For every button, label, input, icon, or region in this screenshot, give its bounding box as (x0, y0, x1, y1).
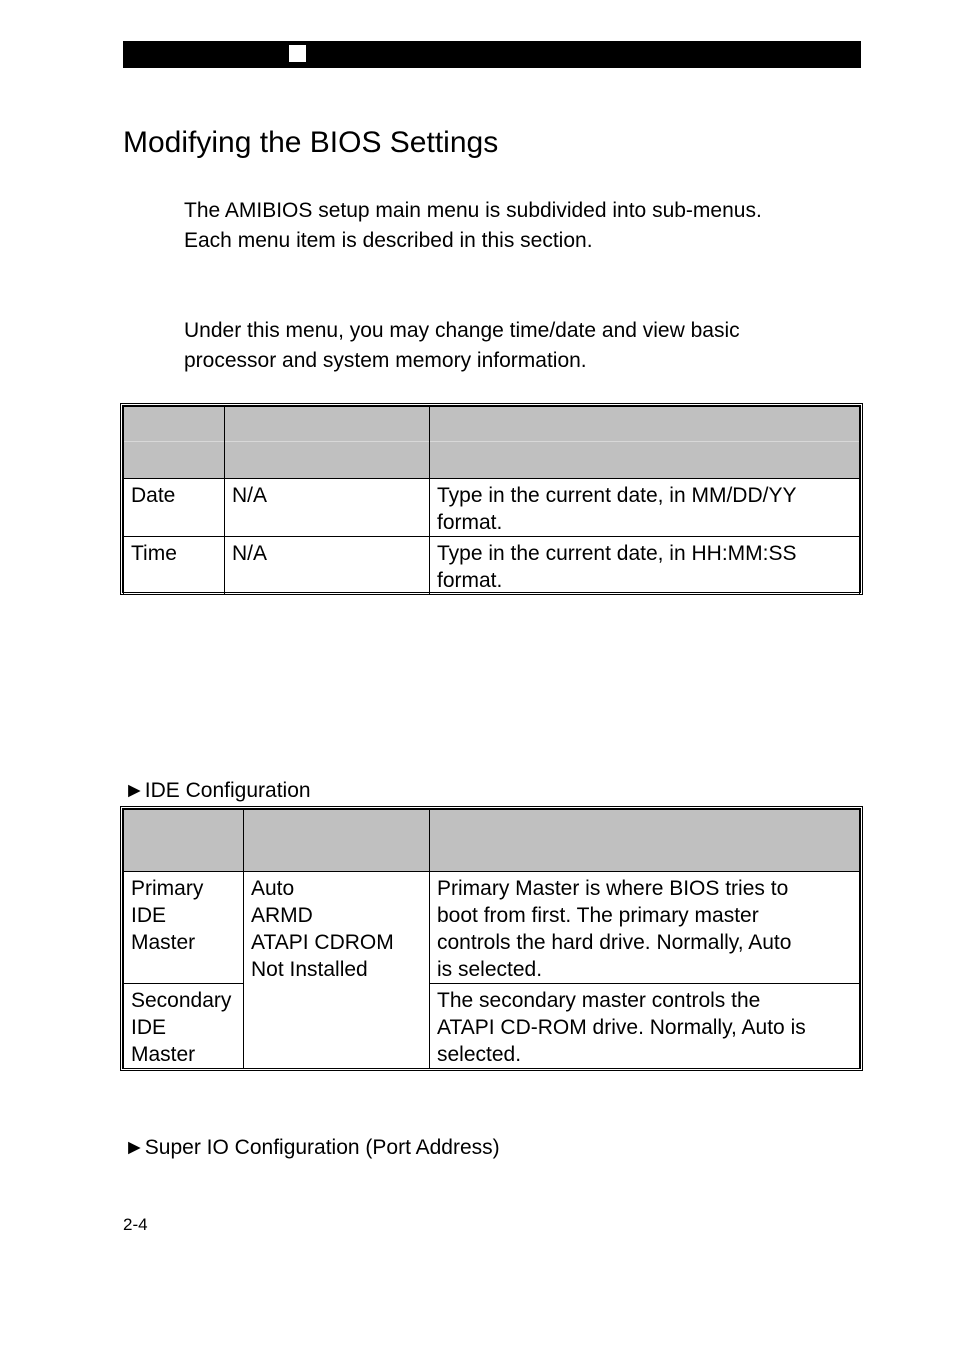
section-title: IDE Configuration (144, 779, 311, 802)
section-title: Super IO Configuration (Port Address) (144, 1136, 500, 1159)
page-number: 2-4 (123, 1215, 148, 1234)
table-row (124, 479, 860, 537)
date-time-settings-table (120, 403, 863, 595)
main-menu-intro-line: processor and system memory information. (184, 349, 587, 372)
description-cell: Primary Master is where BIOS tries to boot from first. The primary master controls the hard drive. Normally, Auto is selected. (430, 872, 860, 984)
description-cell: The secondary master controls the ATAPI CD-ROM drive. Normally, Auto is selected. (430, 984, 860, 1069)
page-title: Modifying the BIOS Settings (123, 126, 499, 159)
intro-paragraph (184, 196, 762, 256)
ide-settings-table (120, 806, 863, 1071)
description-cell: Type in the current date, in MM/DD/YY format. (430, 479, 860, 537)
ide-configuration-heading (124, 777, 311, 805)
options-cell: N/A (225, 479, 430, 537)
header-cell-setting (124, 407, 225, 479)
chapter-marker-square (289, 45, 306, 62)
setting-cell: Time (124, 537, 225, 595)
chapter-header-bar (123, 41, 861, 68)
table-header-row (124, 407, 860, 479)
table-row (124, 537, 860, 595)
header-cell-description (430, 407, 860, 479)
options-cell: N/A (225, 537, 430, 595)
intro-line: The AMIBIOS setup main menu is subdivided into sub-menus. (184, 199, 762, 222)
super-io-configuration-heading (124, 1134, 500, 1162)
setting-cell: Primary IDE Master (124, 872, 244, 984)
table-row (124, 872, 860, 984)
submenu-arrow-icon: ► (124, 779, 145, 802)
main-menu-intro-paragraph (184, 316, 740, 376)
description-cell: Type in the current date, in HH:MM:SS format. (430, 537, 860, 595)
table-row (124, 984, 860, 1069)
submenu-arrow-icon: ► (124, 1136, 145, 1159)
main-menu-intro-line: Under this menu, you may change time/date and view basic (184, 319, 740, 342)
header-cell-setting (124, 810, 244, 872)
options-cell: Auto ARMD ATAPI CDROM Not Installed (244, 872, 430, 1069)
setting-cell: Secondary IDE Master (124, 984, 244, 1069)
table-header-row (124, 810, 860, 872)
header-cell-options (244, 810, 430, 872)
setting-cell: Date (124, 479, 225, 537)
intro-line: Each menu item is described in this section. (184, 229, 593, 252)
header-cell-options (225, 407, 430, 479)
header-cell-description (430, 810, 860, 872)
